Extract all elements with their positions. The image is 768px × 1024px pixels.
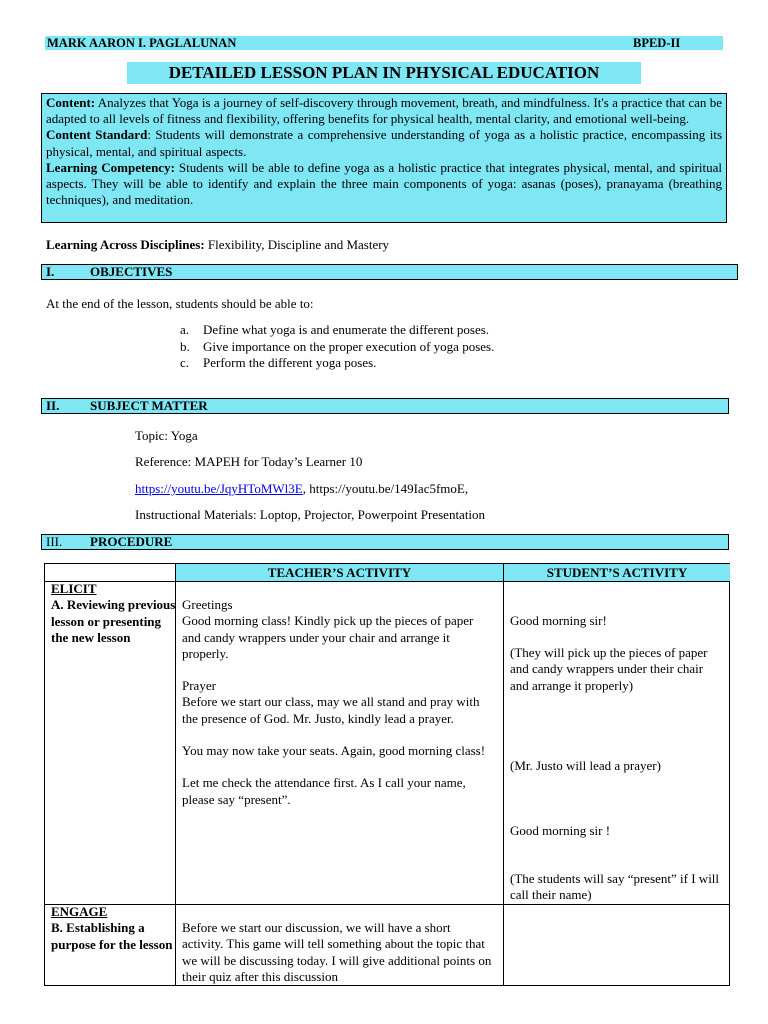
student-response: (They will pick up the pieces of paper and candy wrappers under their chair and arrange it properly) bbox=[510, 645, 708, 693]
links-rest: , https://youtu.be/149Iac5fmoE, bbox=[302, 481, 469, 496]
attendance-text: Let me check the attendance first. As I call your name, please say “present”. bbox=[182, 775, 466, 807]
greetings-heading: Greetings bbox=[182, 597, 233, 612]
objective-item bbox=[180, 339, 494, 356]
content-standard-label: Content Standard bbox=[46, 127, 148, 143]
learning-across-label: Learning Across Disciplines: bbox=[46, 237, 205, 252]
section-number: I. bbox=[46, 264, 55, 279]
step-label: B. Establishing a purpose for the lesson bbox=[51, 920, 173, 952]
objective-item bbox=[180, 322, 489, 339]
reference-line: Reference: MAPEH for Today’s Learner 10 bbox=[135, 454, 363, 469]
section-title: OBJECTIVES bbox=[90, 264, 173, 279]
section-number: II. bbox=[46, 398, 60, 413]
content-label: Content: bbox=[46, 95, 96, 110]
phase-label: ELICIT bbox=[51, 581, 97, 596]
prayer-heading: Prayer bbox=[182, 678, 216, 694]
step-label: A. Reviewing previous lesson or presenting the new lesson bbox=[51, 597, 176, 645]
links-line bbox=[135, 481, 468, 498]
procedure-table bbox=[44, 563, 730, 986]
course-code: BPED-II bbox=[633, 36, 681, 50]
section-objectives-heading bbox=[41, 264, 738, 280]
section-subject-matter-heading bbox=[41, 398, 729, 414]
content-standard-text: : Students will demonstrate a comprehensive understanding of yoga as a holistic practice, encompassing its physical, mental, and spiritual aspects. bbox=[46, 127, 723, 159]
learning-across-disciplines bbox=[46, 237, 389, 253]
student-activity-header: STUDENT’S ACTIVITY bbox=[546, 565, 688, 580]
objective-text: Give importance on the proper execution of yoga poses. bbox=[203, 339, 495, 354]
topic-line: Topic: Yoga bbox=[135, 428, 198, 443]
prayer-text: Before we start our class, may we all stand and pray with the presence of God. Mr. Justo, kindly lead a prayer. bbox=[182, 694, 480, 726]
section-title: SUBJECT MATTER bbox=[90, 398, 208, 413]
student-response: Good morning sir! bbox=[510, 613, 607, 628]
learning-across-text: Flexibility, Discipline and Mastery bbox=[204, 237, 390, 252]
teacher-activity-header: TEACHER’S ACTIVITY bbox=[267, 565, 412, 580]
section-procedure-heading bbox=[41, 534, 729, 550]
document-title: DETAILED LESSON PLAN IN PHYSICAL EDUCATION bbox=[127, 62, 641, 84]
objective-letter: b. bbox=[180, 339, 190, 354]
objective-letter: c. bbox=[180, 355, 190, 370]
teacher-activity-cell: Before we start our discussion, we will have a short activity. This game will tell something about the topic that we will be discussing today. I will give additional points on their quiz after this discussion bbox=[182, 920, 492, 984]
content-text: Analyzes that Yoga is a journey of self-discovery through movement, breath, and mindfulness. It's a practice that can be adapted to all levels of fitness and flexibility, offering benefits for physical health, mental clarity, and emotional well-being. bbox=[46, 95, 722, 127]
learning-competency-label: Learning Competency: bbox=[46, 159, 175, 175]
student-response: (The students will say “present” if I will call their name) bbox=[510, 871, 720, 903]
header-bar bbox=[45, 36, 723, 50]
objective-letter: a. bbox=[180, 322, 190, 337]
objective-item bbox=[180, 355, 376, 372]
materials-line: Instructional Materials: Loptop, Projector, Powerpoint Presentation bbox=[135, 507, 486, 522]
student-response: Good morning sir ! bbox=[510, 823, 611, 838]
objectives-intro: At the end of the lesson, students should be able to: bbox=[46, 296, 314, 311]
objective-text: Perform the different yoga poses. bbox=[203, 355, 377, 370]
engage-cell bbox=[51, 904, 177, 953]
teacher-activity-cell bbox=[182, 597, 492, 808]
student-response: (Mr. Justo will lead a prayer) bbox=[510, 758, 661, 773]
learning-competency-text: Students will be able to define yoga as a holistic practice that integrates physical, mental, and spiritual aspects. They will be able to identify and explain the three main components of yoga: asanas (poses), pranayama (breathing techniques), and meditation. bbox=[46, 159, 722, 208]
seats-text: You may now take your seats. Again, good morning class! bbox=[182, 743, 486, 759]
objective-text: Define what yoga is and enumerate the different poses. bbox=[203, 322, 490, 337]
column-divider bbox=[503, 564, 504, 985]
elicit-cell bbox=[51, 581, 177, 646]
phase-label: ENGAGE bbox=[51, 904, 108, 919]
section-number: III. bbox=[46, 534, 63, 549]
content-box bbox=[41, 93, 727, 223]
author-name: MARK AARON I. PAGLALUNAN bbox=[47, 36, 237, 50]
section-title: PROCEDURE bbox=[90, 534, 173, 549]
youtube-link[interactable]: https://youtu.be/JqyHToMWl3E bbox=[135, 481, 303, 496]
greetings-text: Good morning class! Kindly pick up the pieces of paper and candy wrappers under your chair and arrange it properly. bbox=[182, 613, 474, 661]
